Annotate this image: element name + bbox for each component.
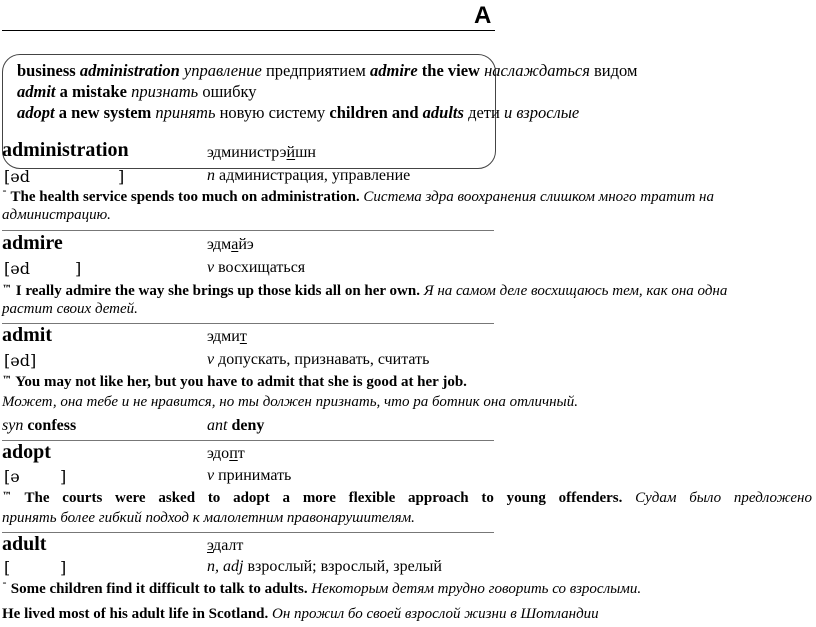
ru-pronunciation xyxy=(207,236,254,254)
ipa-open: [əd xyxy=(4,167,30,186)
phrase-en: business xyxy=(17,61,80,80)
antonym xyxy=(207,417,264,435)
phrase-ru: ошибку xyxy=(198,82,257,101)
example-marker: ¯ xyxy=(2,190,7,201)
entry-divider xyxy=(2,323,494,324)
synonym xyxy=(2,417,76,435)
entry-divider xyxy=(2,440,494,441)
entry-divider xyxy=(2,230,494,231)
ipa-close: ] xyxy=(60,558,67,577)
phrase-ru: видом xyxy=(589,61,638,80)
ru-pronunciation xyxy=(207,328,247,346)
example-line xyxy=(2,188,714,206)
phrase-ru: новую систему xyxy=(215,103,330,122)
phrase-keyword: admit xyxy=(17,82,56,101)
ipa-close: ] xyxy=(60,467,67,486)
part-of-speech: v xyxy=(207,351,215,368)
example-en: Some children find it difficult to talk to adults. xyxy=(7,581,308,597)
meaning xyxy=(207,467,291,485)
example-line xyxy=(2,580,641,598)
ru-pron-stress: т xyxy=(239,328,247,345)
part-of-speech: n, adj xyxy=(207,558,244,575)
part-of-speech: v xyxy=(207,467,215,484)
meaning-text: восхищаться xyxy=(214,259,306,276)
ru-pron-part: эдми xyxy=(207,328,240,345)
ru-pron-stress: п xyxy=(229,445,238,462)
phrase-ru: принять xyxy=(151,103,216,122)
collocation-line-3 xyxy=(17,103,579,123)
ipa: [əd] xyxy=(4,351,37,370)
phrase-keyword: administration xyxy=(79,61,180,80)
phrase-en: a mistake xyxy=(55,82,128,101)
headword-admit: admit xyxy=(2,324,52,346)
header-rule xyxy=(2,30,495,31)
meaning xyxy=(207,259,305,277)
ru-pronunciation xyxy=(207,144,316,162)
syn-label: syn xyxy=(2,417,24,434)
headword-administration: administration xyxy=(2,139,129,161)
part-of-speech: v xyxy=(207,259,215,276)
phrase-ru: взрослые xyxy=(512,103,580,122)
example-en: The health service spends too much on administration. xyxy=(7,189,360,205)
example-en: He lived most of his adult life in Scotland. xyxy=(2,606,269,622)
example-ru-cont: администрацию. xyxy=(2,207,111,223)
example-line xyxy=(2,489,812,507)
example-en: I really admire the way she brings up those kids all on her own. xyxy=(12,283,420,299)
ipa-close: ] xyxy=(75,259,82,278)
example-ru: Судам было предложено xyxy=(622,490,812,506)
entry-divider xyxy=(2,532,494,533)
example-marker: ™ xyxy=(2,284,12,295)
ipa-open: [ xyxy=(4,558,11,577)
page-letter: А xyxy=(474,2,492,29)
headword-adult: adult xyxy=(2,533,47,555)
phrase-ru: признать xyxy=(127,82,199,101)
example-ru: Может, она тебе и не нравится, но ты должен признать, что ра ботник она отличный. xyxy=(2,394,578,410)
meaning xyxy=(207,167,410,185)
phrase-keyword: admire xyxy=(369,61,418,80)
phrase-en: a new system xyxy=(54,103,152,122)
ant-word: deny xyxy=(227,417,265,434)
ru-pron-part: эдо xyxy=(207,445,230,462)
example-ru-cont: принять более гибкий подход к малолетним правонарушителям. xyxy=(2,510,415,526)
phrase-en: the view xyxy=(417,61,480,80)
ru-pron-stress: а xyxy=(231,236,239,253)
ipa-open: [əd xyxy=(4,259,30,278)
ru-pron-stress: э xyxy=(207,537,214,554)
example-en: The courts were asked to adopt a more flexible approach to young offenders. xyxy=(12,490,623,506)
example-ru: Некоторым детям трудно говорить со взрослыми. xyxy=(307,581,642,597)
ru-pron-part: эдм xyxy=(207,236,232,253)
phrase-ru: управление xyxy=(179,61,262,80)
meaning-text: администрация, управление xyxy=(215,167,411,184)
example-ru: Система здра воохранения слишком много тратит на xyxy=(359,189,714,205)
ru-pronunciation xyxy=(207,537,243,555)
meaning-text: допускать, признавать, считать xyxy=(214,351,430,368)
ru-pronunciation xyxy=(207,445,245,463)
example-line-2 xyxy=(2,605,599,623)
example-ru: Я на самом деле восхищаюсь тем, как она одна xyxy=(419,283,728,299)
phrase-ru: наслаждаться xyxy=(479,61,590,80)
example-marker: ™ xyxy=(2,375,12,386)
phrase-keyword: adults xyxy=(422,103,464,122)
phrase-ru: предприятием xyxy=(261,61,370,80)
phrase-en: children and xyxy=(329,103,423,122)
headword-admire: admire xyxy=(2,232,63,254)
ru-pron-part: шн xyxy=(295,144,316,161)
phrase-keyword: adopt xyxy=(17,103,55,122)
example-ru-cont: растит своих детей. xyxy=(2,301,138,317)
collocation-line-1 xyxy=(17,61,637,81)
example-marker: ™ xyxy=(2,491,12,502)
ru-pronunciation-text xyxy=(207,144,316,161)
ru-pron-part: йэ xyxy=(238,236,254,253)
ru-pron-part: т xyxy=(237,445,245,462)
example-marker: ¯ xyxy=(2,582,7,593)
part-of-speech: n xyxy=(207,167,215,184)
meaning-text: взрослый; взрослый, зрелый xyxy=(243,558,442,575)
headword-adopt: adopt xyxy=(2,441,51,463)
example-line xyxy=(2,282,727,300)
phrase-ru: и xyxy=(499,103,513,122)
meaning-text: принимать xyxy=(214,467,292,484)
ipa-open: [ə xyxy=(4,467,20,486)
example-ru: Он прожил бо своей взрослой жизни в Шотландии xyxy=(268,606,599,622)
meaning xyxy=(207,351,429,369)
ant-label: ant xyxy=(207,417,228,434)
collocation-line-2 xyxy=(17,82,257,102)
ru-pron-part: далт xyxy=(213,537,244,554)
ru-pron-stress: й xyxy=(286,144,296,161)
ipa-close: ] xyxy=(118,167,125,186)
ru-pron-part: эдминистрэ xyxy=(207,144,287,161)
meaning xyxy=(207,558,442,576)
example-line xyxy=(2,373,467,391)
example-en: You may not like her, but you have to admit that she is good at her job. xyxy=(12,374,467,390)
syn-word: confess xyxy=(23,417,77,434)
phrase-ru: дети xyxy=(463,103,500,122)
